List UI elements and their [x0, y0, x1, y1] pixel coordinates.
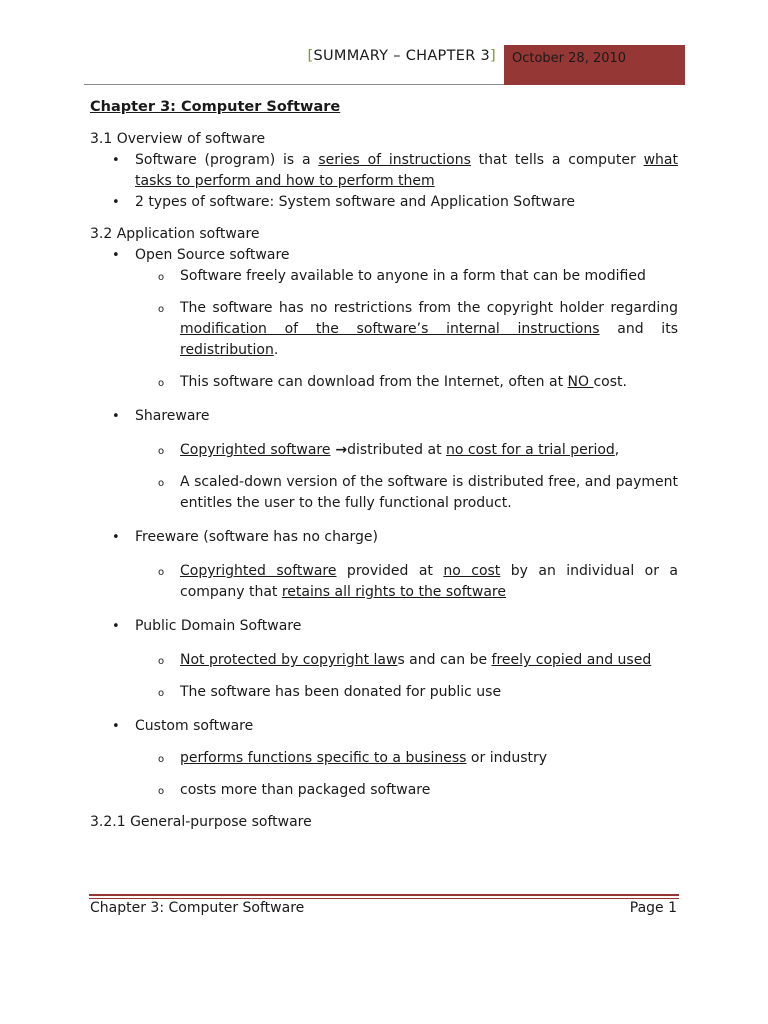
header-bracket-close: ] [490, 48, 496, 64]
text: This software can download from the Internet, often at [180, 374, 568, 390]
sub-list [135, 748, 678, 801]
text: by an individual or a company that [180, 563, 678, 600]
underlined-text: modification of the software’s internal instructions [180, 321, 600, 337]
underlined-text: what tasks to perform and how to perform them [135, 152, 678, 189]
underlined-text: redistribution [180, 342, 274, 358]
footer-rule-thin [89, 898, 679, 899]
chapter-heading: Chapter 3: Computer Software [90, 99, 341, 115]
arrow-icon: → [330, 442, 348, 458]
sub-list-item: o costs more than packaged software [135, 780, 678, 801]
section-title: 3.1 Overview of software [90, 131, 266, 147]
item-label: Public Domain Software [135, 618, 302, 634]
underlined-text: series of instructions [318, 152, 471, 168]
sub-list [135, 650, 678, 703]
section-3-2 [90, 224, 678, 801]
list-item-custom [90, 716, 678, 801]
item-label: Open Source software [135, 247, 290, 263]
underlined-text: NO [567, 374, 594, 390]
bullet-list [90, 150, 678, 213]
text: and its [599, 321, 678, 337]
text: . [273, 342, 279, 358]
underlined-text: no cost for a trial period [446, 442, 615, 458]
header-date: October 28, 2010 [504, 45, 685, 85]
sub-list-item [135, 650, 678, 671]
sub-list-item: o The software has been donated for public use [135, 682, 678, 703]
text: s and can be [397, 652, 492, 668]
text: provided at [336, 563, 444, 579]
header-title-text: SUMMARY – CHAPTER 3 [313, 48, 491, 64]
list-item-shareware [90, 406, 678, 514]
text: or industry [466, 750, 548, 766]
list-item: • 2 types of software: System software and Application Software [90, 192, 678, 213]
underlined-text: freely copied and used [491, 652, 652, 668]
text: cost. [593, 374, 627, 390]
sub-list-item [135, 561, 678, 603]
text: Software (program) is a [135, 152, 319, 168]
section-3-1 [90, 129, 678, 213]
sub-list-item [135, 440, 678, 461]
text: The software has no restrictions from the copyright holder regarding [180, 300, 678, 316]
underlined-text: no cost [443, 563, 501, 579]
list-item [90, 150, 678, 192]
text: that tells a computer [470, 152, 644, 168]
bullet-list [90, 245, 678, 801]
underlined-text: performs functions specific to a business [180, 750, 467, 766]
section-3-2-1 [90, 812, 678, 833]
sub-list-item [135, 298, 678, 361]
footer-page-number: Page 1 [629, 900, 677, 916]
header-title [308, 48, 497, 64]
sub-list [135, 440, 678, 514]
item-label: Freeware (software has no charge) [135, 529, 378, 545]
footer-rule [89, 894, 679, 896]
sub-list-item [135, 372, 678, 393]
sub-list-item: o A scaled-down version of the software is distributed free, and payment entitles the user to the fully functional product. [135, 472, 678, 514]
header-rule [84, 84, 504, 85]
sub-list-item: o Software freely available to anyone in a form that can be modified [135, 266, 678, 287]
header-bracket-open: [ [307, 48, 314, 64]
underlined-text: retains all rights to the software [281, 584, 506, 600]
section-title: 3.2 Application software [90, 226, 260, 242]
sub-list [135, 266, 678, 393]
item-label: Shareware [135, 408, 210, 424]
item-label: Custom software [135, 718, 254, 734]
document-body [90, 97, 678, 833]
sub-list [135, 561, 678, 603]
footer-chapter-title: Chapter 3: Computer Software [90, 900, 305, 916]
text: , [614, 442, 620, 458]
list-item-public-domain [90, 616, 678, 703]
underlined-text: Copyrighted software [180, 442, 331, 458]
text: distributed at [347, 442, 447, 458]
section-title: 3.2.1 General-purpose software [90, 814, 312, 830]
underlined-text: Copyrighted software [180, 563, 337, 579]
list-item-open-source [90, 245, 678, 393]
underlined-text: Not protected by copyright law [180, 652, 398, 668]
sub-list-item [135, 748, 678, 769]
list-item-freeware [90, 527, 678, 603]
